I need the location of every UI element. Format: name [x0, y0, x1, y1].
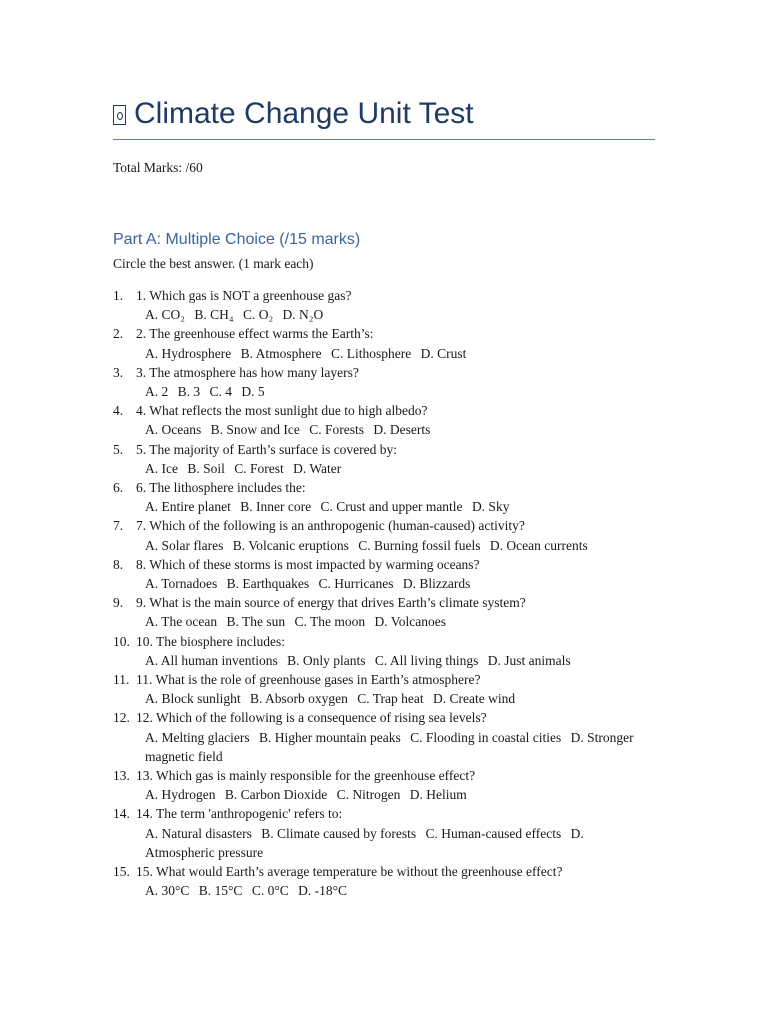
question-item: [113, 324, 653, 362]
question-item: [113, 363, 653, 401]
question-number: 6.: [113, 480, 124, 496]
question-item: [113, 516, 653, 554]
question-item: [113, 593, 653, 631]
answer-option[interactable]: D. Volcanoes: [374, 614, 446, 630]
question-list: [113, 286, 653, 901]
answer-option[interactable]: A. All human inventions: [145, 652, 278, 668]
question-text: 6. The lithosphere includes the:: [136, 480, 306, 496]
question-item: [113, 670, 653, 708]
answer-option[interactable]: A. 2: [145, 384, 169, 400]
answer-option[interactable]: D. 5: [241, 384, 265, 400]
question-text: 8. Which of these storms is most impacted by warming oceans?: [136, 556, 480, 572]
answer-option[interactable]: B. Absorb oxygen: [250, 691, 348, 707]
answer-option[interactable]: A. Block sunlight: [145, 691, 241, 707]
answer-option[interactable]: C. Forests: [309, 422, 364, 438]
answer-option[interactable]: A. Hydrogen: [145, 787, 216, 803]
answer-option[interactable]: A. Hydrosphere: [145, 345, 232, 361]
answer-option[interactable]: C. Hurricanes: [318, 576, 394, 592]
answer-option[interactable]: D. Helium: [409, 787, 467, 803]
question-text: 12. Which of the following is a consequence of rising sea levels?: [136, 710, 487, 726]
answer-option[interactable]: A. Ice: [145, 460, 178, 476]
document-title: [113, 94, 655, 134]
question-item: [113, 862, 653, 900]
answer-option[interactable]: B. 15°C: [198, 883, 243, 899]
answer-option[interactable]: D. Blizzards: [402, 576, 471, 592]
question-number: 15.: [113, 864, 130, 880]
answer-option[interactable]: D. -18°C: [298, 883, 348, 899]
question-text: 10. The biosphere includes:: [136, 633, 285, 649]
answer-option[interactable]: A. Natural disasters: [145, 825, 252, 841]
question-text: 14. The term 'anthropogenic' refers to:: [136, 806, 343, 822]
answer-option[interactable]: B. Carbon Dioxide: [224, 787, 328, 803]
answer-option[interactable]: C. Lithosphere: [330, 345, 412, 361]
answer-option[interactable]: A. Melting glaciers: [145, 729, 250, 745]
answer-option[interactable]: A. 30°C: [145, 883, 190, 899]
answer-option[interactable]: B. Climate caused by forests: [261, 825, 417, 841]
title-divider: [113, 139, 655, 140]
answer-option[interactable]: B. Soil: [187, 460, 225, 476]
answer-option[interactable]: D. Create wind: [433, 691, 516, 707]
answer-option[interactable]: C. Human-caused effects: [425, 825, 562, 841]
answer-option[interactable]: C. Flooding in coastal cities: [410, 729, 562, 745]
question-number: 14.: [113, 806, 130, 822]
question-item: [113, 401, 653, 439]
question-item: [113, 708, 653, 766]
answer-option[interactable]: A. The ocean: [145, 614, 218, 630]
question-text: 1. Which gas is NOT a greenhouse gas?: [136, 288, 352, 303]
answer-option[interactable]: D. Sky: [471, 499, 510, 515]
question-item: [113, 555, 653, 593]
question-number: 11.: [113, 672, 130, 688]
answer-options: [136, 497, 653, 516]
answer-options: [136, 785, 653, 804]
answer-option[interactable]: D. Atmospheric pressure: [145, 825, 584, 860]
answer-options: [136, 305, 653, 324]
answer-options: [136, 689, 653, 708]
answer-options: [136, 651, 653, 670]
question-number: 8.: [113, 556, 124, 572]
answer-option[interactable]: C. Crust and upper mantle: [320, 499, 463, 515]
question-number: 2.: [113, 326, 124, 342]
answer-option[interactable]: B. Volcanic eruptions: [232, 537, 349, 553]
question-text: 15. What would Earth’s average temperature be without the greenhouse effect?: [136, 864, 563, 880]
answer-option[interactable]: D. Deserts: [373, 422, 431, 438]
answer-option[interactable]: C. O₂: [242, 307, 274, 323]
question-item: [113, 632, 653, 670]
answer-options: [136, 382, 653, 401]
question-text: 11. What is the role of greenhouse gases in Earth’s atmosphere?: [136, 672, 481, 688]
part-a-instructions: Circle the best answer. (1 mark each): [113, 256, 314, 271]
answer-option[interactable]: D. Crust: [420, 345, 467, 361]
question-number: 9.: [113, 595, 124, 611]
answer-options: [136, 824, 653, 862]
answer-option[interactable]: C. The moon: [294, 614, 366, 630]
answer-options: [136, 536, 653, 555]
answer-option[interactable]: D. N₂O: [282, 307, 324, 323]
question-text: 9. What is the main source of energy that drives Earth’s climate system?: [136, 595, 526, 611]
answer-option[interactable]: B. Snow and Ice: [210, 422, 300, 438]
answer-option[interactable]: A. Entire planet: [145, 499, 231, 515]
question-item: [113, 286, 653, 324]
answer-option[interactable]: B. Earthquakes: [226, 576, 310, 592]
document-title-text: Climate Change Unit Test: [134, 97, 474, 130]
question-item: [113, 804, 653, 862]
answer-option[interactable]: C. Nitrogen: [336, 787, 401, 803]
answer-option[interactable]: C. 4: [209, 384, 233, 400]
answer-option[interactable]: B. CH₄: [194, 307, 234, 323]
answer-option[interactable]: D. Water: [293, 460, 342, 476]
answer-option[interactable]: A. Oceans: [145, 422, 202, 438]
question-text: 3. The atmosphere has how many layers?: [136, 364, 359, 380]
answer-option[interactable]: A. CO₂: [145, 307, 185, 323]
answer-option[interactable]: C. 0°C: [251, 883, 289, 899]
answer-option[interactable]: B. Atmosphere: [240, 345, 322, 361]
question-text: 5. The majority of Earth’s surface is covered by:: [136, 441, 398, 457]
answer-option[interactable]: B. Higher mountain peaks: [258, 729, 401, 745]
question-number: 1.: [113, 288, 124, 303]
answer-option[interactable]: B. The sun: [226, 614, 286, 630]
question-number: 5.: [113, 441, 124, 457]
total-marks: Total Marks: /60: [113, 160, 203, 175]
answer-options: [136, 420, 653, 439]
answer-options: [136, 881, 653, 900]
answer-option[interactable]: D. Stronger magnetic field: [145, 729, 634, 764]
answer-option[interactable]: B. Inner core: [240, 499, 312, 515]
answer-options: [136, 459, 653, 478]
answer-options: [136, 574, 653, 593]
question-number: 12.: [113, 710, 130, 726]
answer-options: [136, 344, 653, 363]
question-number: 13.: [113, 768, 130, 784]
question-text: 7. Which of the following is an anthropogenic (human-caused) activity?: [136, 518, 525, 534]
part-a-heading: Part A: Multiple Choice (/15 marks): [113, 231, 361, 248]
question-number: 4.: [113, 403, 124, 419]
answer-option[interactable]: C. Forest: [234, 460, 284, 476]
answer-option[interactable]: D. Just animals: [487, 652, 571, 668]
question-text: 13. Which gas is mainly responsible for the greenhouse effect?: [136, 768, 476, 784]
question-item: [113, 478, 653, 516]
answer-option[interactable]: B. 3: [177, 384, 201, 400]
answer-option[interactable]: D. Ocean currents: [489, 537, 588, 553]
answer-option[interactable]: A. Tornadoes: [145, 576, 218, 592]
answer-options: [136, 612, 653, 631]
question-text: 4. What reflects the most sunlight due to high albedo?: [136, 403, 428, 419]
answer-option[interactable]: C. Trap heat: [357, 691, 424, 707]
question-number: 7.: [113, 518, 124, 534]
question-number: 3.: [113, 364, 124, 380]
answer-option[interactable]: C. All living things: [374, 652, 479, 668]
question-item: [113, 766, 653, 804]
answer-option[interactable]: A. Solar flares: [145, 537, 224, 553]
document-icon: [113, 105, 126, 125]
question-item: [113, 440, 653, 478]
answer-option[interactable]: C. Burning fossil fuels: [358, 537, 481, 553]
question-text: 2. The greenhouse effect warms the Earth’s:: [136, 326, 374, 342]
answer-options: [136, 728, 653, 766]
answer-option[interactable]: B. Only plants: [287, 652, 366, 668]
question-number: 10.: [113, 633, 130, 649]
